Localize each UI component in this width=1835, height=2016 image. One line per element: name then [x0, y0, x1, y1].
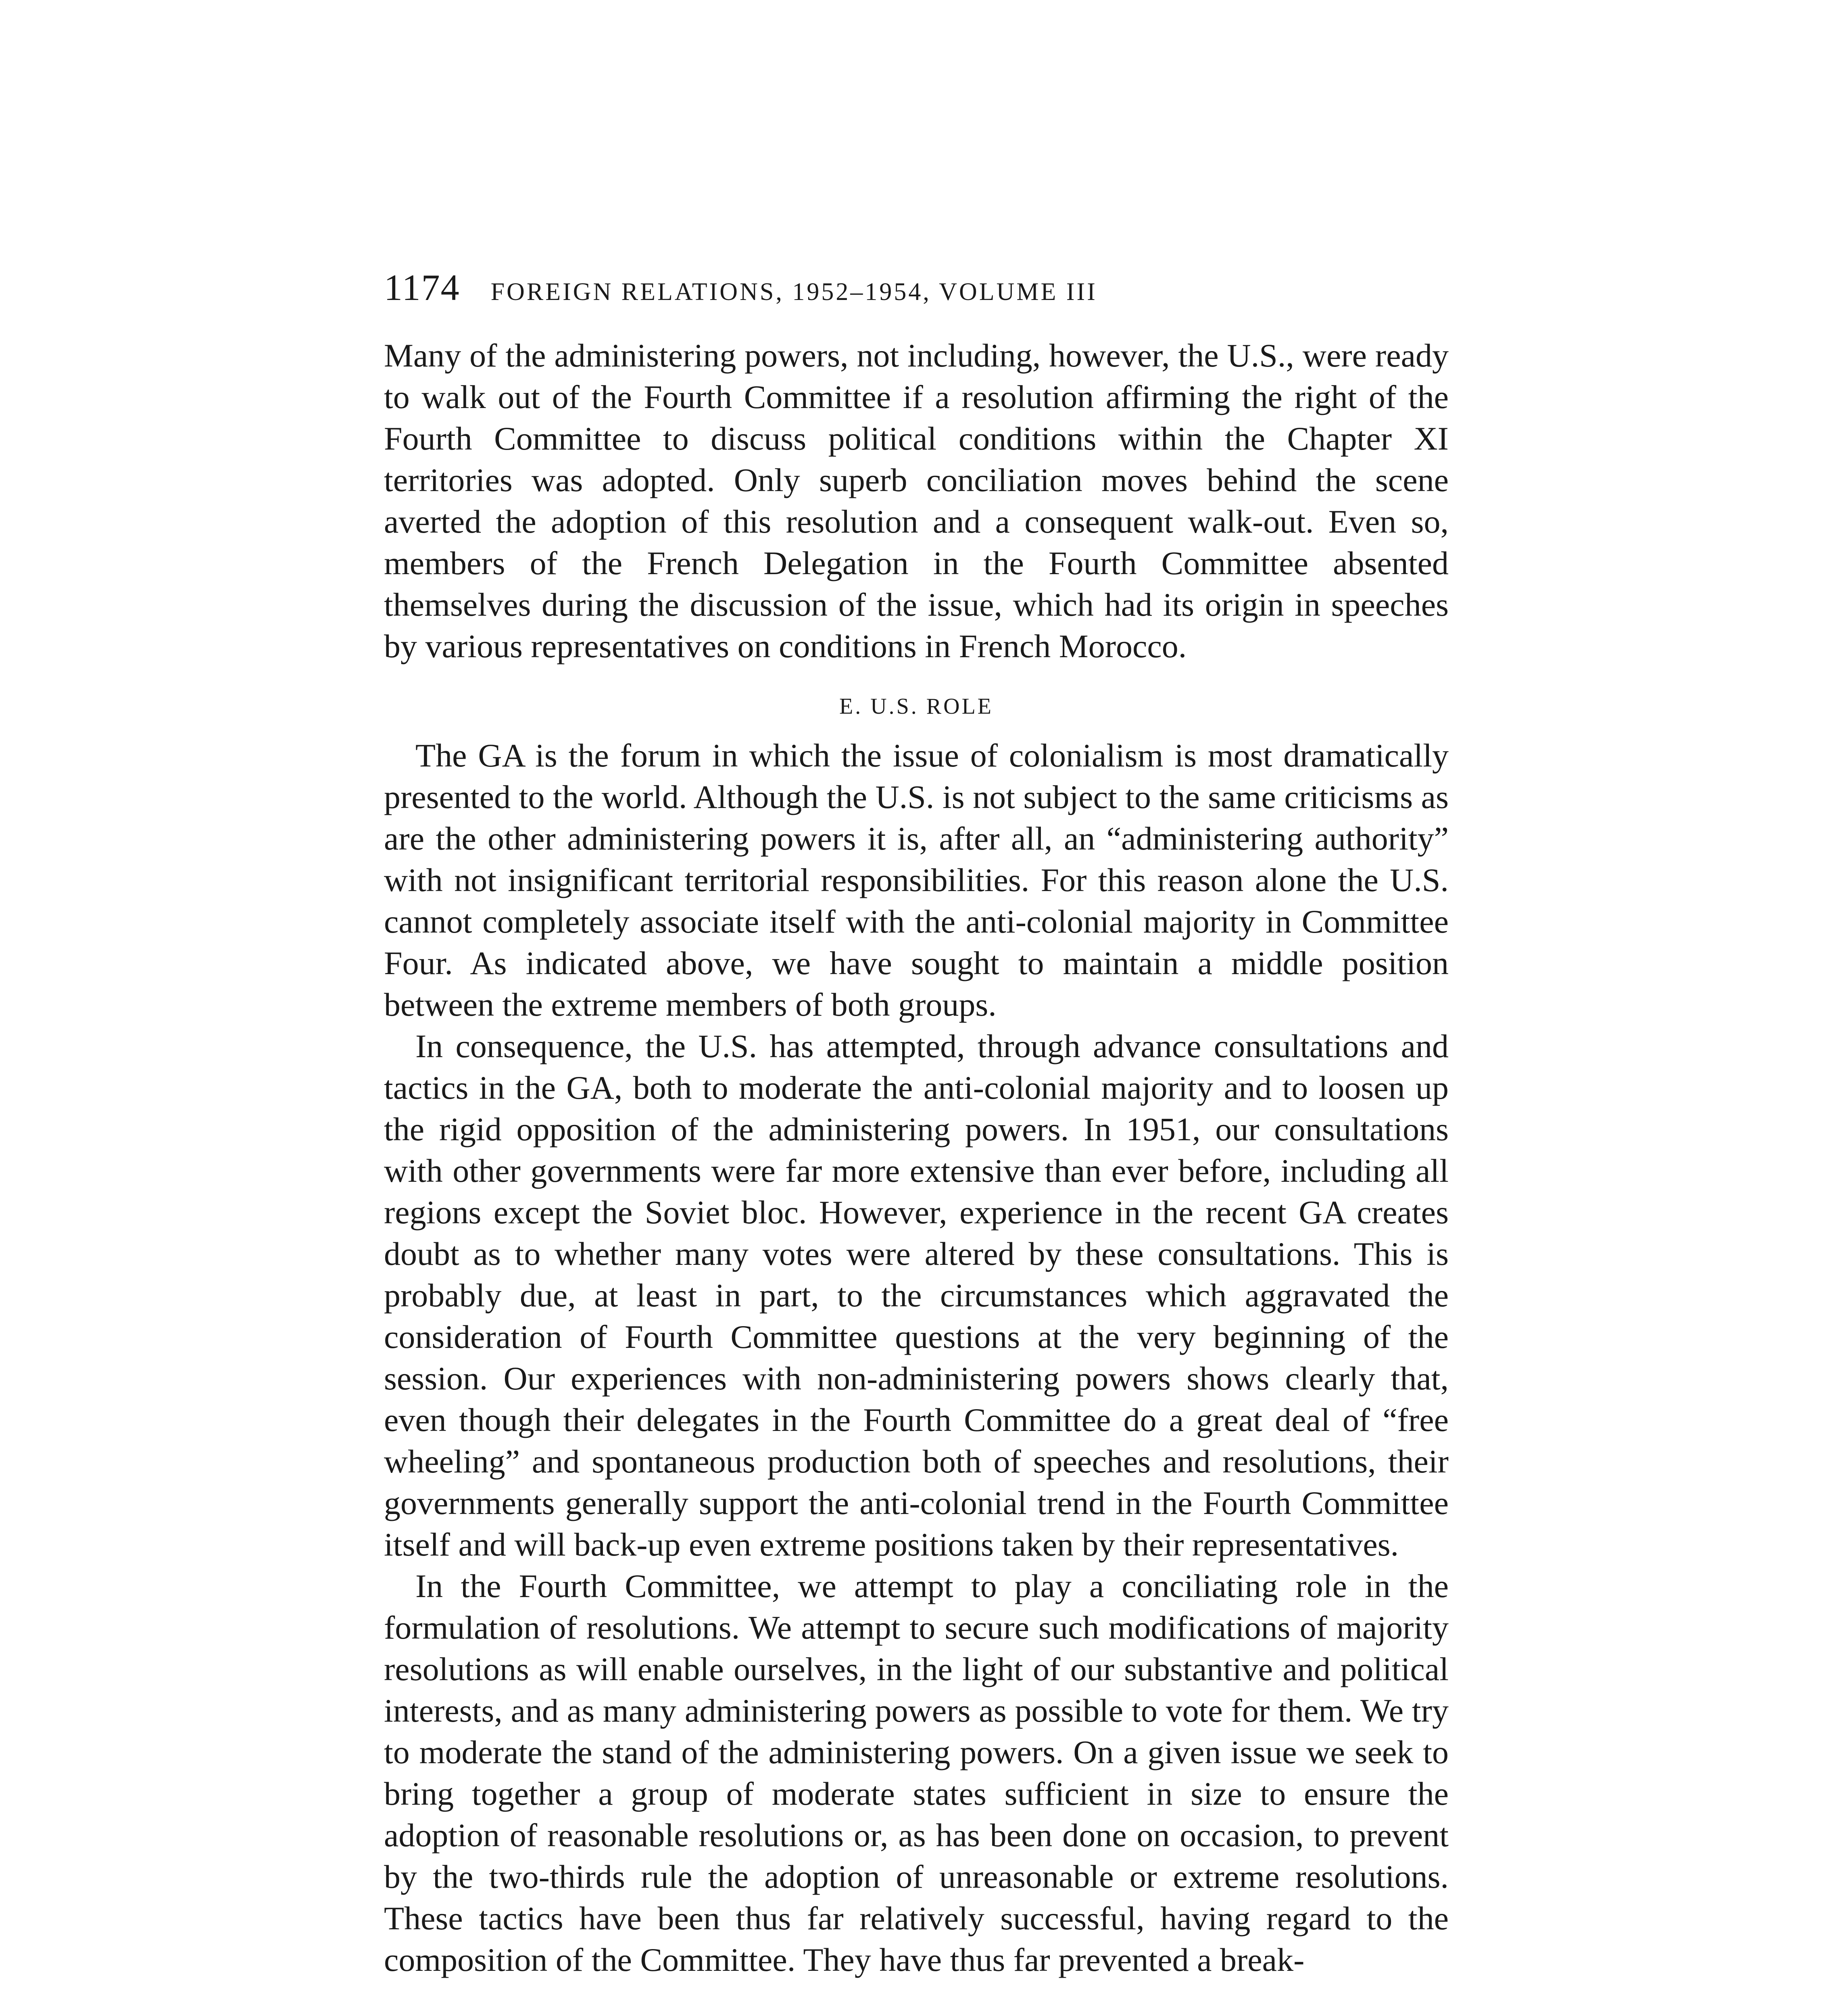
running-head	[384, 266, 1453, 314]
section-heading: E. U.S. ROLE	[839, 694, 993, 719]
continued-paragraph: Many of the administering powers, not including, however, the U.S., were ready to walk out of the Fourth Committee if a resolution affirming the right of the Fourth Committee to discuss political conditions within the Chapter XI territories was adopted. Only superb conciliation moves behind the scene averted the adoption of this resolution and a consequent walk-out. Even so, members of the French Delegation in the Fourth Committee absented themselves during the discussion of the issue, which had its origin in speeches by various representatives on conditions in French Morocco.	[384, 337, 1449, 664]
running-title: FOREIGN RELATIONS, 1952–1954, VOLUME III	[490, 278, 1097, 306]
body-text	[384, 335, 1449, 1981]
paragraph-ga-forum: The GA is the forum in which the issue of colonialism is most dramatically presented to the world. Although the U.S. is not subject to the same criticisms as are the other administering powers it is, after all, an “administering authority” with not insignificant territorial responsibilities. For this reason alone the U.S. cannot completely associate itself with the anti-colonial majority in Committee Four. As indicated above, we have sought to maintain a middle position between the extreme members of both groups.	[384, 737, 1449, 1023]
paragraph-fourth-committee-role: In the Fourth Committee, we attempt to play a conciliating role in the formulation of resolutions. We attempt to secure such modifications of majority resolutions as will enable ourselves, in the light of our substantive and political interests, and as many administering powers as possible to vote for them. We try to moderate the stand of the administering powers. On a given issue we seek to bring together a group of moderate states sufficient in size to ensure the adoption of reasonable resolutions or, as has been done on occasion, to prevent by the two-thirds rule the adoption of unreasonable or extreme resolutions. These tactics have been thus far relatively successful, having regard to the composition of the Committee. They have thus far prevented a break-	[384, 1568, 1449, 1978]
paragraph-consultations: In consequence, the U.S. has attempted, through advance consultations and tactics in the GA, both to moderate the anti-colonial majority and to loosen up the rigid opposition of the administering powers. In 1951, our consultations with other governments were far more extensive than ever before, including all regions except the Soviet bloc. However, experience in the recent GA creates doubt as to whether many votes were altered by these consultations. This is probably due, at least in part, to the circumstances which aggravated the consideration of Fourth Committee questions at the very beginning of the session. Our experiences with non-administering powers shows clearly that, even though their delegates in the Fourth Committee do a great deal of “free wheeling” and spontaneous production both of speeches and resolutions, their governments generally support the anti-colonial trend in the Fourth Committee itself and will back-up even extreme positions taken by their representatives.	[384, 1028, 1449, 1563]
page-number: 1174	[384, 267, 460, 308]
